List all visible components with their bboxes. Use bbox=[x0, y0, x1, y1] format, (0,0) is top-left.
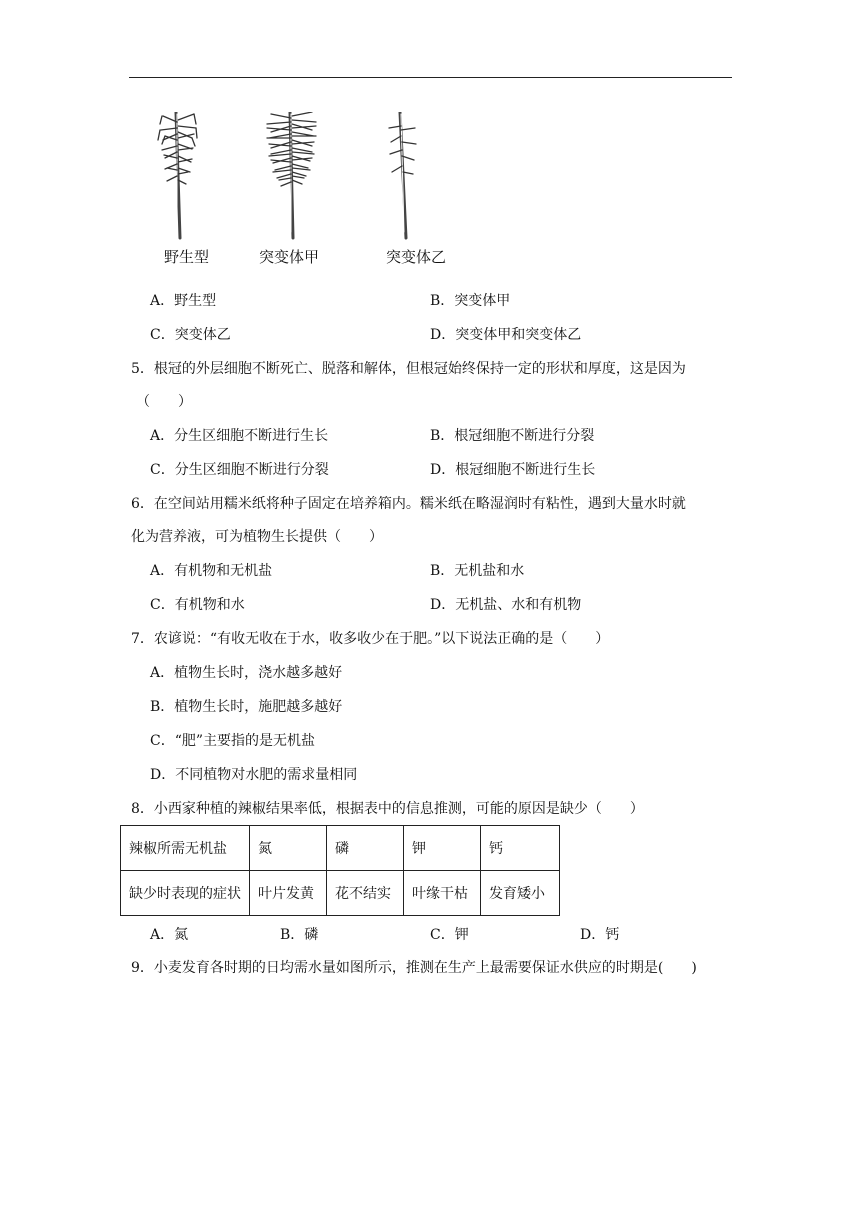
mutant-a-root bbox=[267, 112, 316, 238]
mutant-b-root bbox=[389, 112, 416, 238]
table-cell: 钾 bbox=[404, 826, 481, 871]
q6-option-a: A．有机物和无机盐 bbox=[150, 563, 273, 579]
q5-option-b: B．根冠细胞不断进行分裂 bbox=[430, 428, 595, 444]
table-cell: 叶缘干枯 bbox=[404, 871, 481, 916]
q6-option-d: D．无机盐、水和有机物 bbox=[430, 597, 582, 613]
q9-stem: 9．小麦发育各时期的日均需水量如图所示，推测在生产上最需要保证水供应的时期是( ) bbox=[131, 960, 697, 976]
table-row bbox=[121, 871, 560, 916]
table-cell: 花不结实 bbox=[327, 871, 404, 916]
q6-stem-line2: 化为营养液，可为植物生长提供（ ） bbox=[131, 529, 383, 545]
q6-option-b: B．无机盐和水 bbox=[430, 563, 525, 579]
wild-type-root bbox=[158, 112, 197, 238]
table-cell: 缺少时表现的症状 bbox=[121, 871, 250, 916]
q7-option-a: A．植物生长时，浇水越多越好 bbox=[150, 665, 343, 681]
q8-option-b: B．磷 bbox=[280, 927, 319, 943]
q8-option-a: A．氮 bbox=[150, 927, 189, 943]
q6-option-c: C．有机物和水 bbox=[150, 597, 245, 613]
q6-stem-line1: 6．在空间站用糯米纸将种子固定在培养箱内。糯米纸在略湿润时有粘性，遇到大量水时就 bbox=[131, 496, 686, 512]
q7-stem: 7．农谚说：“有收无收在于水，收多收少在于肥。”以下说法正确的是（ ） bbox=[131, 631, 610, 647]
q5-stem-line1: 5．根冠的外层细胞不断死亡、脱落和解体，但根冠始终保持一定的形状和厚度，这是因为 bbox=[131, 361, 686, 377]
figure-label-wild-type: 野生型 bbox=[164, 248, 210, 266]
table-cell: 氮 bbox=[250, 826, 327, 871]
table-row bbox=[121, 826, 560, 871]
table-cell: 钙 bbox=[481, 826, 560, 871]
q4-option-c: C．突变体乙 bbox=[150, 327, 231, 343]
q8-stem: 8．小西家种植的辣椒结果率低，根据表中的信息推测，可能的原因是缺少（ ） bbox=[131, 801, 644, 817]
table-cell: 发育矮小 bbox=[481, 871, 560, 916]
table-cell: 叶片发黄 bbox=[250, 871, 327, 916]
figure-label-mutant-b: 突变体乙 bbox=[386, 248, 447, 266]
q7-option-c: C．“肥”主要指的是无机盐 bbox=[150, 733, 316, 749]
table-cell: 辣椒所需无机盐 bbox=[121, 826, 250, 871]
figure-label-mutant-a: 突变体甲 bbox=[259, 248, 320, 266]
q8-table bbox=[120, 825, 560, 916]
q5-option-c: C．分生区细胞不断进行分裂 bbox=[150, 462, 329, 478]
q8-option-c: C．钾 bbox=[430, 927, 469, 943]
q8-option-d: D．钙 bbox=[580, 927, 620, 943]
q5-stem-line2: （ ） bbox=[136, 394, 192, 410]
q5-option-d: D．根冠细胞不断进行生长 bbox=[430, 462, 596, 478]
header-rule bbox=[129, 77, 732, 78]
q7-option-b: B．植物生长时，施肥越多越好 bbox=[150, 699, 343, 715]
q4-option-d: D．突变体甲和突变体乙 bbox=[430, 327, 582, 343]
q4-option-b: B．突变体甲 bbox=[430, 293, 511, 309]
q4-option-a: A．野生型 bbox=[150, 293, 217, 309]
q7-option-d: D．不同植物对水肥的需求量相同 bbox=[150, 767, 358, 783]
table-cell: 磷 bbox=[327, 826, 404, 871]
q5-option-a: A．分生区细胞不断进行生长 bbox=[150, 428, 329, 444]
